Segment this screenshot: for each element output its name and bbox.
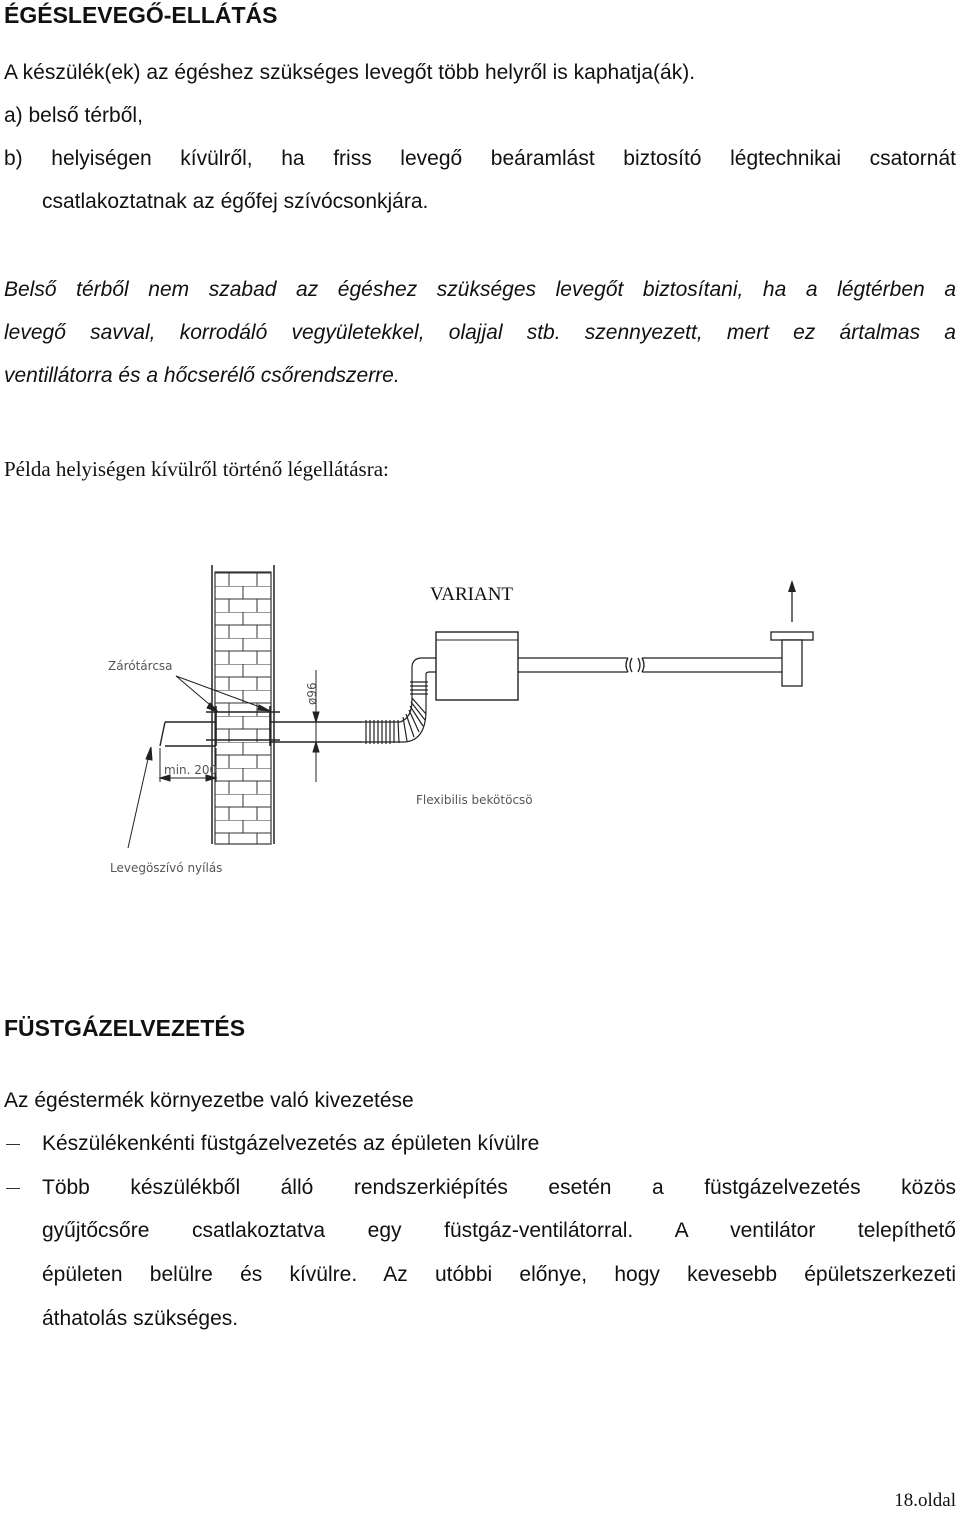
flexible-pipe-label: Flexibilis bekötöcsö <box>416 793 533 807</box>
horizontal-duct <box>518 658 782 672</box>
bullet-dash-2 <box>6 1188 20 1189</box>
min-distance-label: min. 200 <box>164 763 218 777</box>
bullet-2-line2: gyűjtőcsőre csatlakoztatva egy füstgáz-ventilátorral. A ventilátor telepíthető <box>42 1219 956 1242</box>
air-supply-diagram <box>0 560 960 890</box>
flexible-connector-pipe <box>362 658 436 744</box>
warning-line3: ventillátorra és a hőcserélő csőrendszerre. <box>4 364 400 387</box>
list-item-b-line2: csatlakoztatnak az égőfej szívócsonkjára. <box>42 190 429 213</box>
air-inlet-pipe <box>160 722 216 746</box>
warning-line1: Belső térből nem szabad az égéshez szükséges levegőt biztosítani, ha a légtérben a <box>4 278 956 301</box>
burner-unit <box>436 632 518 700</box>
bullet-2-line1: Több készülékből álló rendszerkiépítés esetén a füstgázelvezetés közös <box>42 1176 956 1199</box>
variant-label: VARIANT <box>430 584 514 605</box>
list-item-a: a) belső térből, <box>4 104 143 127</box>
list-item-b-line1: b) helyiségen kívülről, ha friss levegő beáramlást biztosító légtechnikai csatornát <box>4 147 956 170</box>
page-number: 18.oldal <box>894 1490 956 1511</box>
example-caption: Példa helyiségen kívülről történő légellátásra: <box>4 457 389 481</box>
flue-intro-text: Az égéstermék környezetbe való kivezetése <box>4 1089 414 1112</box>
bullet-2-line4: áthatolás szükséges. <box>42 1307 239 1330</box>
closing-disc-label: Zárótárcsa <box>108 659 173 673</box>
bullet-2-line3: épületen belülre és kívülre. Az utóbbi előnye, hogy kevesebb épületszerkezeti <box>42 1263 956 1286</box>
warning-line2: levegő savval, korrodáló vegyületekkel, olajjal stb. szennyezett, mert ez ártalmas a <box>4 321 956 344</box>
diameter-label: ø96 <box>305 682 319 705</box>
bullet-dash-1 <box>6 1144 20 1145</box>
section-title-flue-gas: FÜSTGÁZELVEZETÉS <box>4 1015 246 1041</box>
air-intake-label: Levegöszívó nyílás <box>110 861 223 875</box>
section-title-combustion-air: ÉGÉSLEVEGŐ-ELLÁTÁS <box>4 2 278 28</box>
exhaust-terminal <box>771 580 813 686</box>
bullet-1: Készülékenkénti füstgázelvezetés az épületen kívülre <box>42 1132 540 1155</box>
brick-wall <box>212 565 274 844</box>
intro-text: A készülék(ek) az égéshez szükséges levegőt több helyről is kaphatja(ák). <box>4 61 696 84</box>
